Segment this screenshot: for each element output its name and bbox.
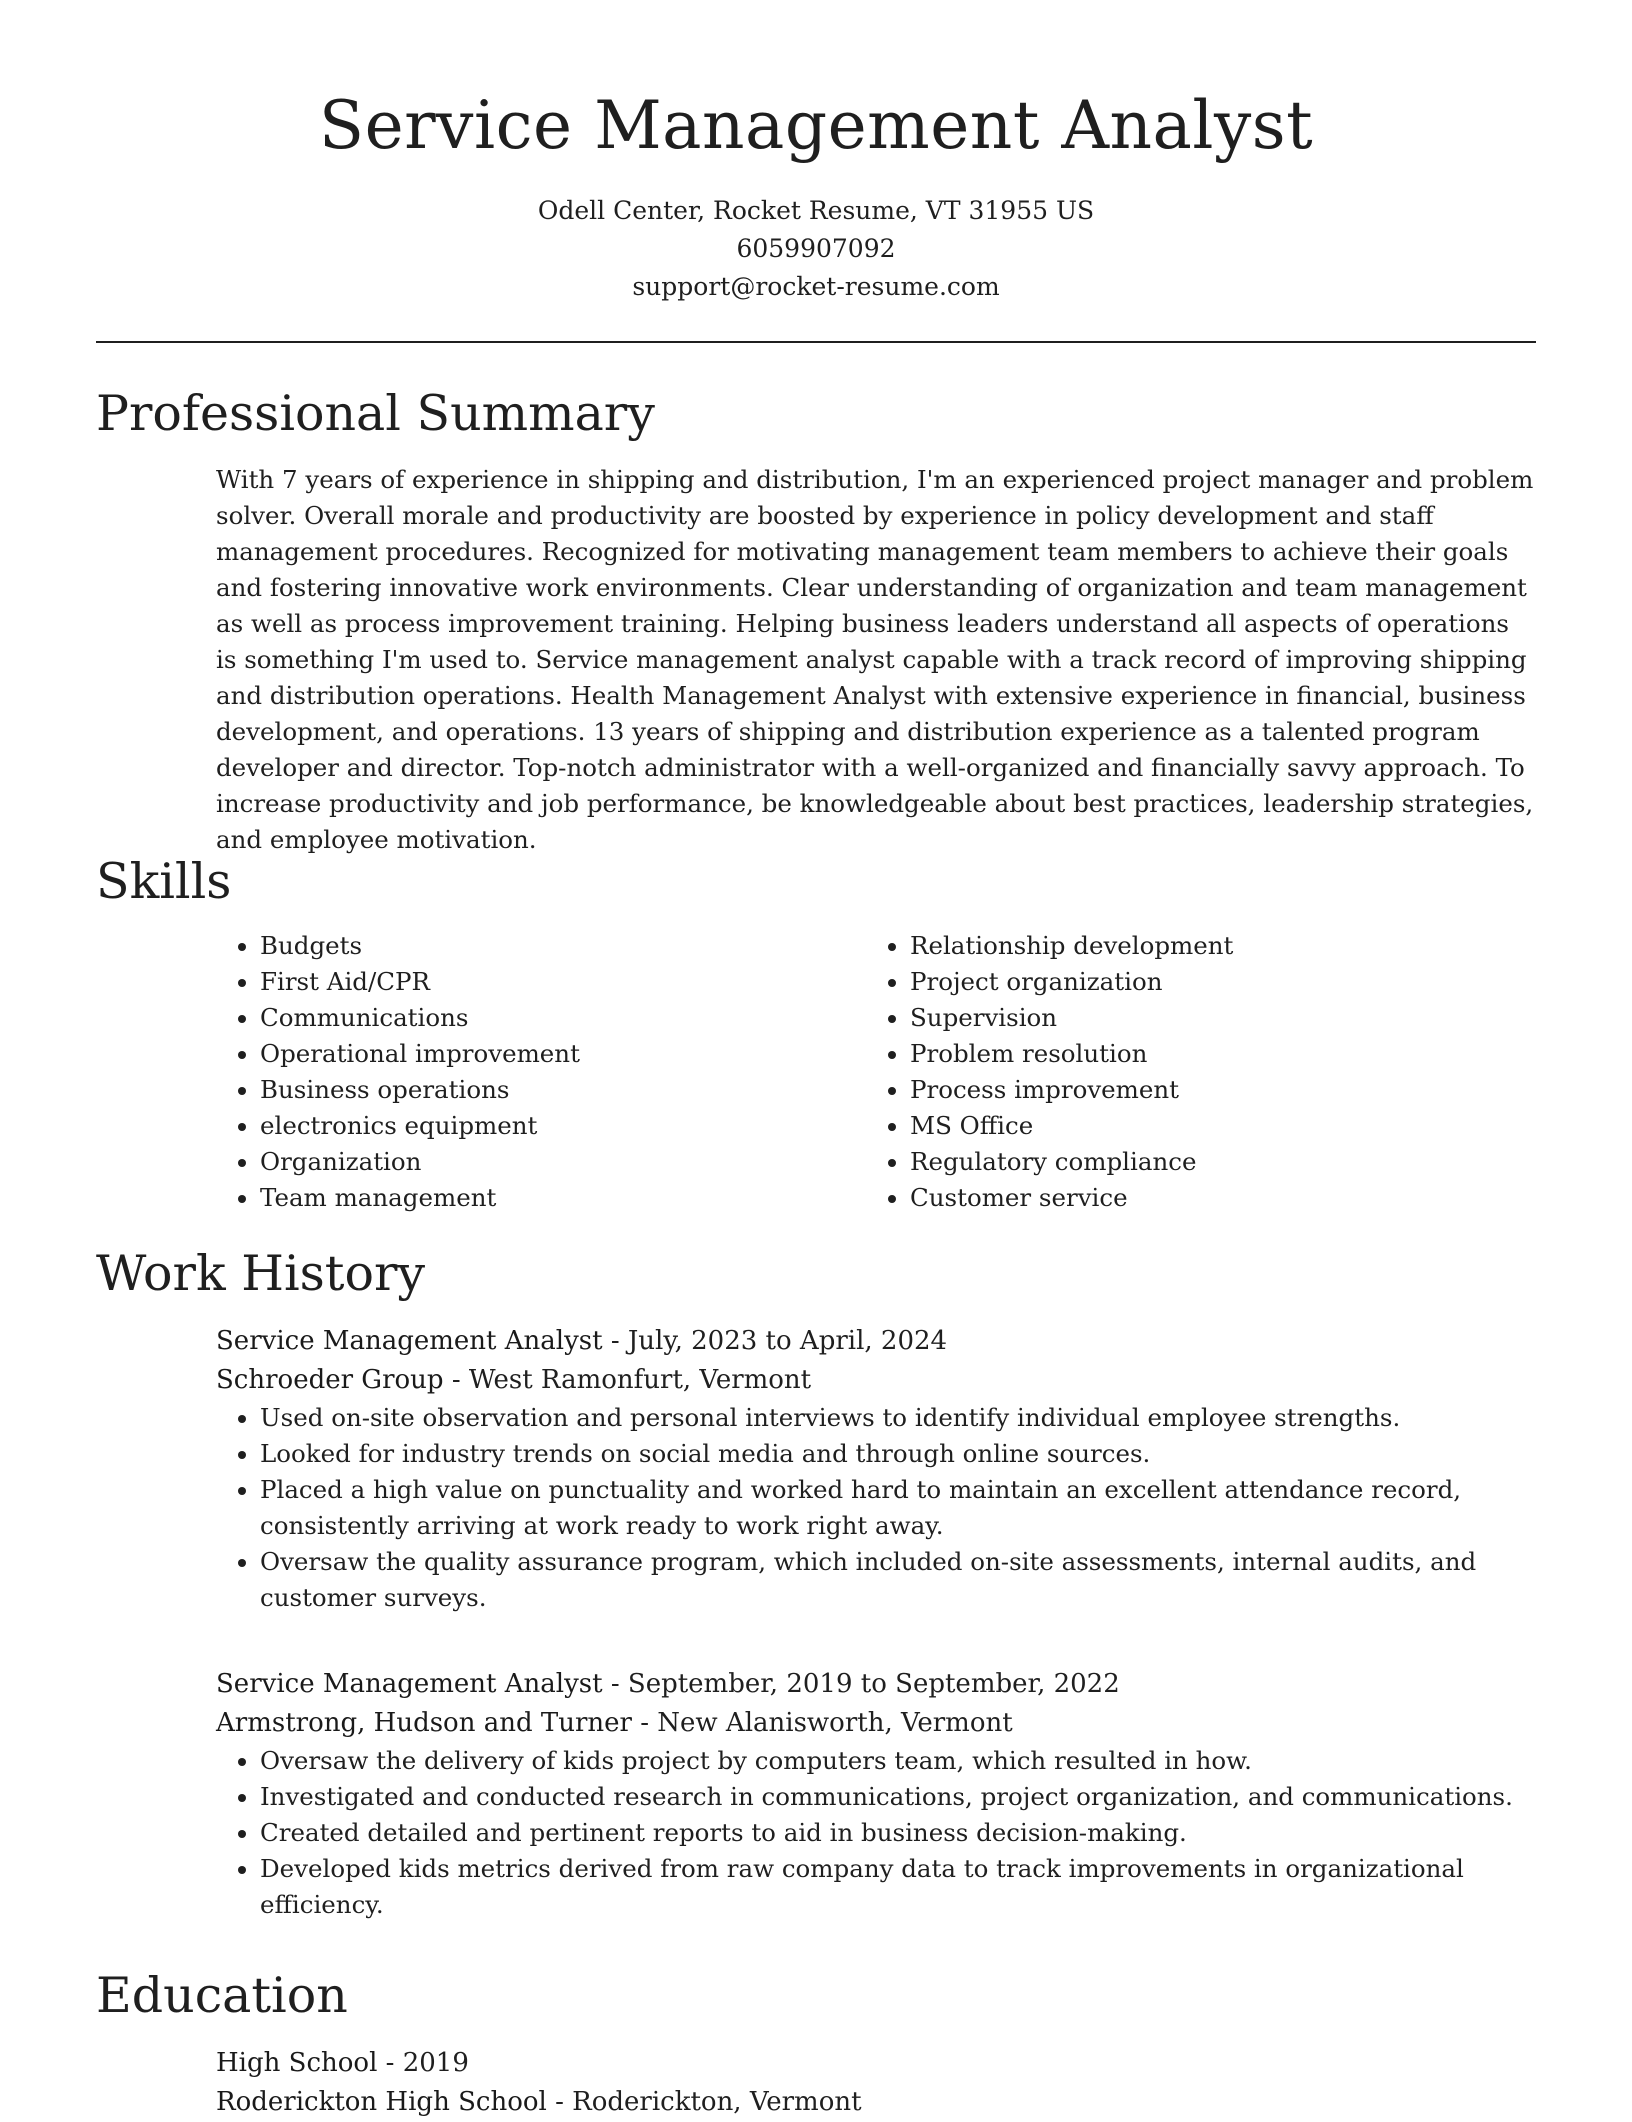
contact-address: Odell Center, Rocket Resume, VT 31955 US — [537, 196, 1095, 225]
job-duty-item: • Developed kids metrics derived from raw company data to track improvements in organizational efficiency. — [260, 1851, 1536, 1923]
job-duty-item: • Investigated and conducted research in communications, project organization, and communications. — [260, 1779, 1536, 1815]
job-title-line — [216, 1322, 1536, 1361]
job-duty-item: • Looked for industry trends on social media and through online sources. — [260, 1436, 1536, 1472]
job-dates: - July, 2023 to April, 2024 — [602, 1326, 948, 1356]
education-entry — [216, 2044, 1536, 2122]
skill-item: • First Aid/CPR — [260, 964, 856, 1000]
skill-item: • Regulatory compliance — [910, 1144, 1506, 1180]
skill-item: • Supervision — [910, 1000, 1506, 1036]
job-title-line — [216, 1665, 1536, 1704]
skill-item: • Project organization — [910, 964, 1506, 1000]
job-company-line — [216, 1361, 1536, 1400]
contact-block — [96, 192, 1536, 306]
skills-list-right — [866, 928, 1506, 1216]
header-divider — [96, 341, 1536, 343]
job-duty-item: • Oversaw the quality assurance program, which included on-site assessments, internal audits, and customer surveys. — [260, 1544, 1536, 1616]
skill-item: • Communications — [260, 1000, 856, 1036]
job-company-line — [216, 1704, 1536, 1743]
skill-item: • Process improvement — [910, 1072, 1506, 1108]
skill-item: • Team management — [260, 1180, 856, 1216]
skill-item: • Operational improvement — [260, 1036, 856, 1072]
job-company: Armstrong, Hudson and Turner — [216, 1708, 632, 1738]
job-entry — [216, 1665, 1536, 1923]
skill-item: • Problem resolution — [910, 1036, 1506, 1072]
job-role: Service Management Analyst — [216, 1326, 603, 1356]
job-duty-item: • Oversaw the delivery of kids project by computers team, which resulted in how. — [260, 1743, 1536, 1779]
job-duty-item: • Placed a high value on punctuality and worked hard to maintain an excellent attendance record, consistently arriving at work ready to work right away. — [260, 1472, 1536, 1544]
skill-item: • MS Office — [910, 1108, 1506, 1144]
education-school: Roderickton High School — [216, 2087, 547, 2117]
job-company: Schroeder Group — [216, 1365, 444, 1395]
skills-heading: Skills — [96, 853, 232, 910]
job-role: Service Management Analyst — [216, 1669, 603, 1699]
candidate-name: Service Management Analyst — [318, 87, 1314, 164]
work-history-heading: Work History — [96, 1245, 426, 1302]
education-school-line — [216, 2083, 1536, 2122]
skill-item: • Customer service — [910, 1180, 1506, 1216]
education-year: - 2019 — [377, 2048, 469, 2078]
contact-email: support@rocket-resume.com — [632, 272, 1000, 301]
job-duties — [216, 1743, 1536, 1923]
job-entry — [216, 1322, 1536, 1616]
summary-text: With 7 years of experience in shipping and distribution, I'm an experienced project manager and problem solver. Overall morale and productivity are boosted by experience in policy development and staff management procedures. Recognized for motivating management team members to achieve their goals and fostering innovative work environments. Clear understanding of organization and team management as well as process improvement training. Helping business leaders understand all aspects of operations is something I'm used to. Service management analyst capable with a track record of improving shipping and distribution operations. Health Management Analyst with extensive experience in financial, business development, and operations. 13 years of shipping and distribution experience as a talented program developer and director. Top-notch administrator with a well-organized and financially savvy approach. To increase productivity and job performance, be knowledgeable about best practices, leadership strategies, and employee motivation. — [216, 465, 1534, 854]
skills-column-left — [216, 928, 856, 1216]
job-duty-item: • Created detailed and pertinent reports to aid in business decision-making. — [260, 1815, 1536, 1851]
education-degree: High School — [216, 2048, 378, 2078]
job-location: - West Ramonfurt, Vermont — [443, 1365, 812, 1395]
summary-heading: Professional Summary — [96, 385, 655, 442]
skill-item: • Budgets — [260, 928, 856, 964]
skills-list-left — [216, 928, 856, 1216]
education-degree-line — [216, 2044, 1536, 2083]
job-duties — [216, 1400, 1536, 1616]
skill-item: • electronics equipment — [260, 1108, 856, 1144]
skill-item: • Business operations — [260, 1072, 856, 1108]
job-location: - New Alanisworth, Vermont — [631, 1708, 1013, 1738]
skill-item: • Relationship development — [910, 928, 1506, 964]
job-dates: - September, 2019 to September, 2022 — [602, 1669, 1120, 1699]
education-location: - Roderickton, Vermont — [546, 2087, 862, 2117]
education-heading: Education — [96, 1967, 348, 2024]
skills-column-right — [866, 928, 1506, 1216]
skill-item: • Organization — [260, 1144, 856, 1180]
job-duty-item: • Used on-site observation and personal interviews to identify individual employee strengths. — [260, 1400, 1536, 1436]
contact-phone: 6059907092 — [736, 234, 896, 263]
